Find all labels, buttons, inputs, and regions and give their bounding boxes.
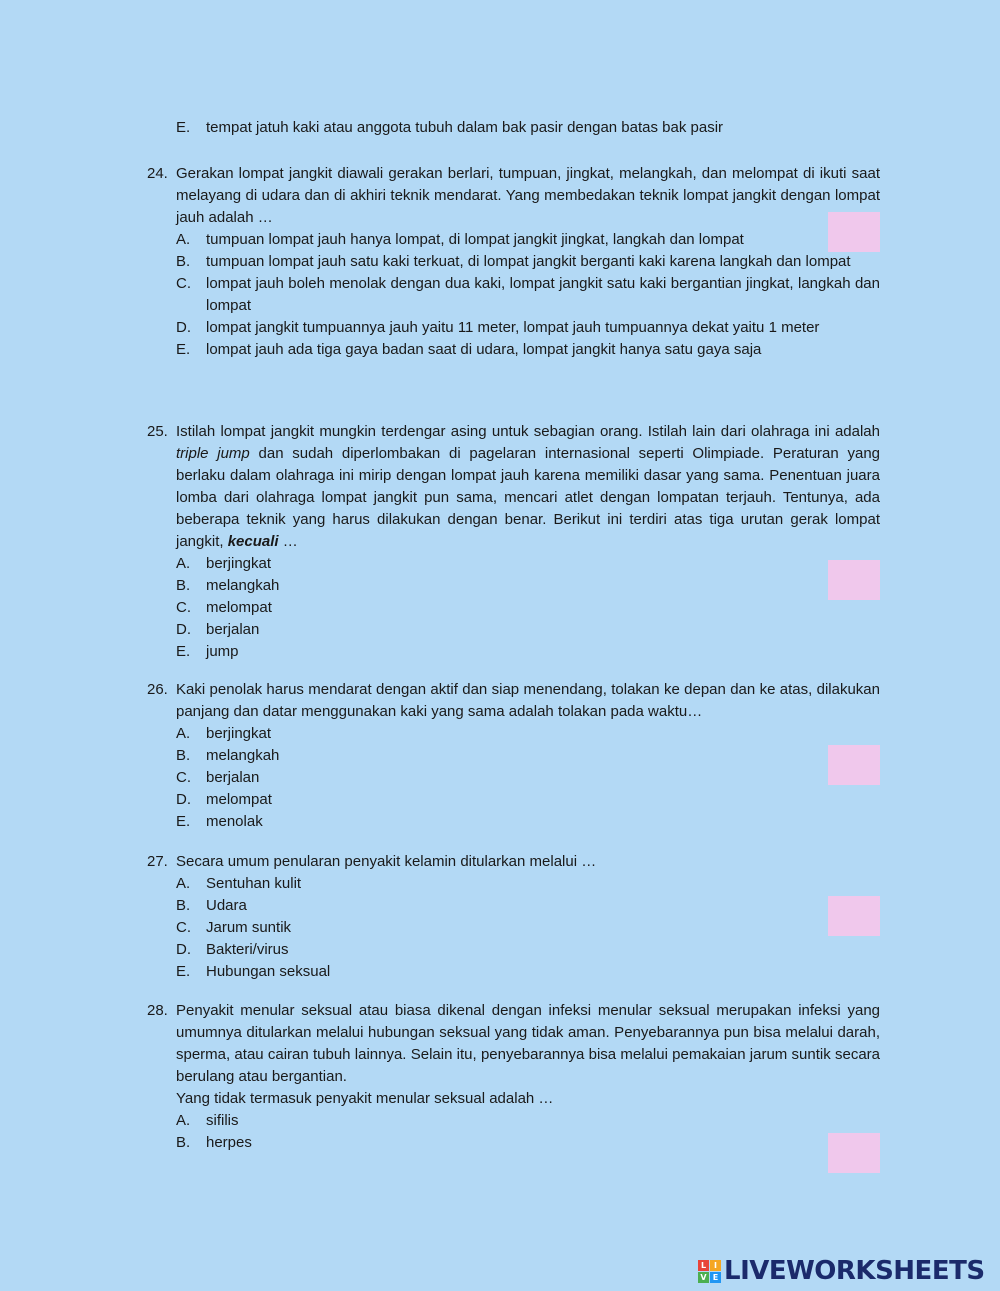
logo-tile: I — [710, 1260, 721, 1271]
option-letter: B. — [176, 747, 191, 764]
option-letter: E. — [176, 119, 191, 136]
option-letter: A. — [176, 1112, 191, 1129]
question-24 — [147, 163, 880, 361]
option-b — [176, 1132, 880, 1154]
option-letter: E. — [176, 341, 191, 358]
option-text: melompat — [206, 599, 272, 616]
option-letter: B. — [176, 1134, 191, 1151]
option-letter: A. — [176, 725, 191, 742]
answer-box-26[interactable] — [828, 745, 880, 785]
option-e — [176, 339, 880, 361]
stem-part: dan sudah diperlombakan di pagelaran internasional seperti Olimpiade. Peraturan yang berlaku dalam olahraga ini mirip dengan lompat jauh karena memiliki dasar yang sama. Penentuan juara lomba dari olahraga lompat jangkit pun sama, mencari atlet dengan lompatan terjauh. Tentunya, ada beberapa teknik yang harus dilakukan dengan benar. Berikut ini terdiri atas tiga urutan gerak lompat jangkit, — [176, 445, 881, 550]
option-e — [176, 641, 880, 663]
answer-box-27[interactable] — [828, 896, 880, 936]
question-number: 27. — [147, 853, 168, 870]
question-stem: Secara umum penularan penyakit kelamin ditularkan melalui … — [176, 853, 597, 870]
option-e — [176, 961, 880, 983]
option-text: berjalan — [206, 769, 260, 786]
question-number: 26. — [147, 681, 168, 698]
option-text: berjalan — [206, 621, 260, 638]
option-text: Udara — [206, 897, 247, 914]
stem-keyword: kecuali — [227, 533, 279, 550]
option-text: menolak — [206, 813, 263, 830]
option-b — [176, 745, 880, 767]
answer-box-28[interactable] — [828, 1133, 880, 1173]
option-letter: A. — [176, 875, 191, 892]
option-letter: C. — [176, 275, 191, 292]
option-d — [176, 939, 880, 961]
option-b — [176, 895, 880, 917]
option-d — [176, 789, 880, 811]
option-text: herpes — [206, 1134, 252, 1151]
logo-tile: E — [710, 1272, 721, 1283]
option-c — [176, 767, 880, 789]
option-text: tumpuan lompat jauh hanya lompat, di lompat jangkit jingkat, langkah dan lompat — [206, 231, 744, 248]
option-text: melompat — [206, 791, 272, 808]
option-e — [176, 811, 880, 833]
question-number: 28. — [147, 1002, 168, 1019]
question-28 — [147, 1000, 880, 1154]
previous-option-e — [176, 117, 880, 139]
stem-emphasis: triple jump — [176, 445, 250, 462]
option-letter: A. — [176, 231, 191, 248]
option-letter: C. — [176, 599, 191, 616]
answer-box-24[interactable] — [828, 212, 880, 252]
option-c — [176, 273, 880, 317]
question-25 — [147, 421, 880, 663]
liveworksheets-logo — [698, 1258, 985, 1284]
option-letter: C. — [176, 769, 191, 786]
question-stem — [176, 1000, 880, 1110]
logo-tile: L — [698, 1260, 709, 1271]
option-letter: D. — [176, 621, 191, 638]
option-text: berjingkat — [206, 555, 272, 572]
option-d — [176, 619, 880, 641]
option-b — [176, 251, 880, 273]
option-text: lompat jauh ada tiga gaya badan saat di udara, lompat jangkit hanya satu gaya saja — [206, 341, 762, 358]
option-letter: E. — [176, 643, 191, 660]
option-d — [176, 317, 880, 339]
option-b — [176, 575, 880, 597]
question-27 — [147, 851, 880, 983]
question-26 — [147, 679, 880, 833]
answer-box-25[interactable] — [828, 560, 880, 600]
option-text: sifilis — [206, 1112, 239, 1129]
question-stem: Gerakan lompat jangkit diawali gerakan berlari, tumpuan, jingkat, melangkah, dan melompat di ikuti saat melayang di udara dan di akhiri teknik mendarat. Yang membedakan teknik lompat jangkit dengan lompat jauh adalah … — [176, 165, 880, 226]
question-stem — [176, 421, 880, 553]
option-text: melangkah — [206, 747, 280, 764]
stem-part: Istilah lompat jangkit mungkin terdengar asing untuk sebagian orang. Istilah lain dari olahraga ini adalah — [176, 423, 880, 440]
stem-part: … — [282, 533, 298, 550]
option-a — [176, 873, 880, 895]
question-number: 25. — [147, 423, 168, 440]
option-a — [176, 723, 880, 745]
option-text: tumpuan lompat jauh satu kaki terkuat, di lompat jangkit berganti kaki karena langkah dan lompat — [206, 253, 851, 270]
option-text: lompat jangkit tumpuannya jauh yaitu 11 meter, lompat jauh tumpuannya dekat yaitu 1 meter — [206, 319, 820, 336]
option-letter: B. — [176, 897, 191, 914]
option-letter: A. — [176, 555, 191, 572]
option-text: berjingkat — [206, 725, 272, 742]
option-text: melangkah — [206, 577, 280, 594]
option-letter: D. — [176, 791, 191, 808]
stem-question: Yang tidak termasuk penyakit menular seksual adalah … — [176, 1090, 554, 1107]
option-text: tempat jatuh kaki atau anggota tubuh dalam bak pasir dengan batas bak pasir — [206, 119, 724, 136]
option-letter: B. — [176, 253, 191, 270]
option-letter: E. — [176, 963, 191, 980]
option-letter: B. — [176, 577, 191, 594]
question-stem: Kaki penolak harus mendarat dengan aktif dan siap menendang, tolakan ke depan dan ke atas, dilakukan panjang dan datar menggunakan kaki yang sama adalah tolakan pada waktu… — [176, 681, 880, 720]
logo-word: LIVEWORKSHEETS — [724, 1256, 985, 1286]
logo-tile: V — [698, 1272, 709, 1283]
option-text: jump — [206, 643, 239, 660]
logo-tiles-icon — [698, 1260, 721, 1283]
option-text: lompat jauh boleh menolak dengan dua kaki, lompat jangkit satu kaki bergantian jingkat, langkah dan lompat — [206, 275, 880, 314]
option-text: Bakteri/virus — [206, 941, 289, 958]
option-text: Jarum suntik — [206, 919, 292, 936]
option-c — [176, 597, 880, 619]
option-text: Sentuhan kulit — [206, 875, 302, 892]
option-a — [176, 1110, 880, 1132]
option-a — [176, 229, 880, 251]
option-letter: D. — [176, 319, 191, 336]
option-c — [176, 917, 880, 939]
option-letter: D. — [176, 941, 191, 958]
option-letter: C. — [176, 919, 191, 936]
option-text: Hubungan seksual — [206, 963, 331, 980]
stem-paragraph: Penyakit menular seksual atau biasa dikenal dengan infeksi menular seksual merupakan infeksi yang umumnya ditularkan melalui hubungan seksual yang tidak aman. Penyebarannya pun bisa melalui darah, sperma, atau cairan tubuh lainnya. Selain itu, penyebarannya bisa melalui pemakaian jarum suntik secara berulang atau bergantian. — [176, 1002, 880, 1085]
option-a — [176, 553, 880, 575]
option-letter: E. — [176, 813, 191, 830]
question-number: 24. — [147, 165, 168, 182]
